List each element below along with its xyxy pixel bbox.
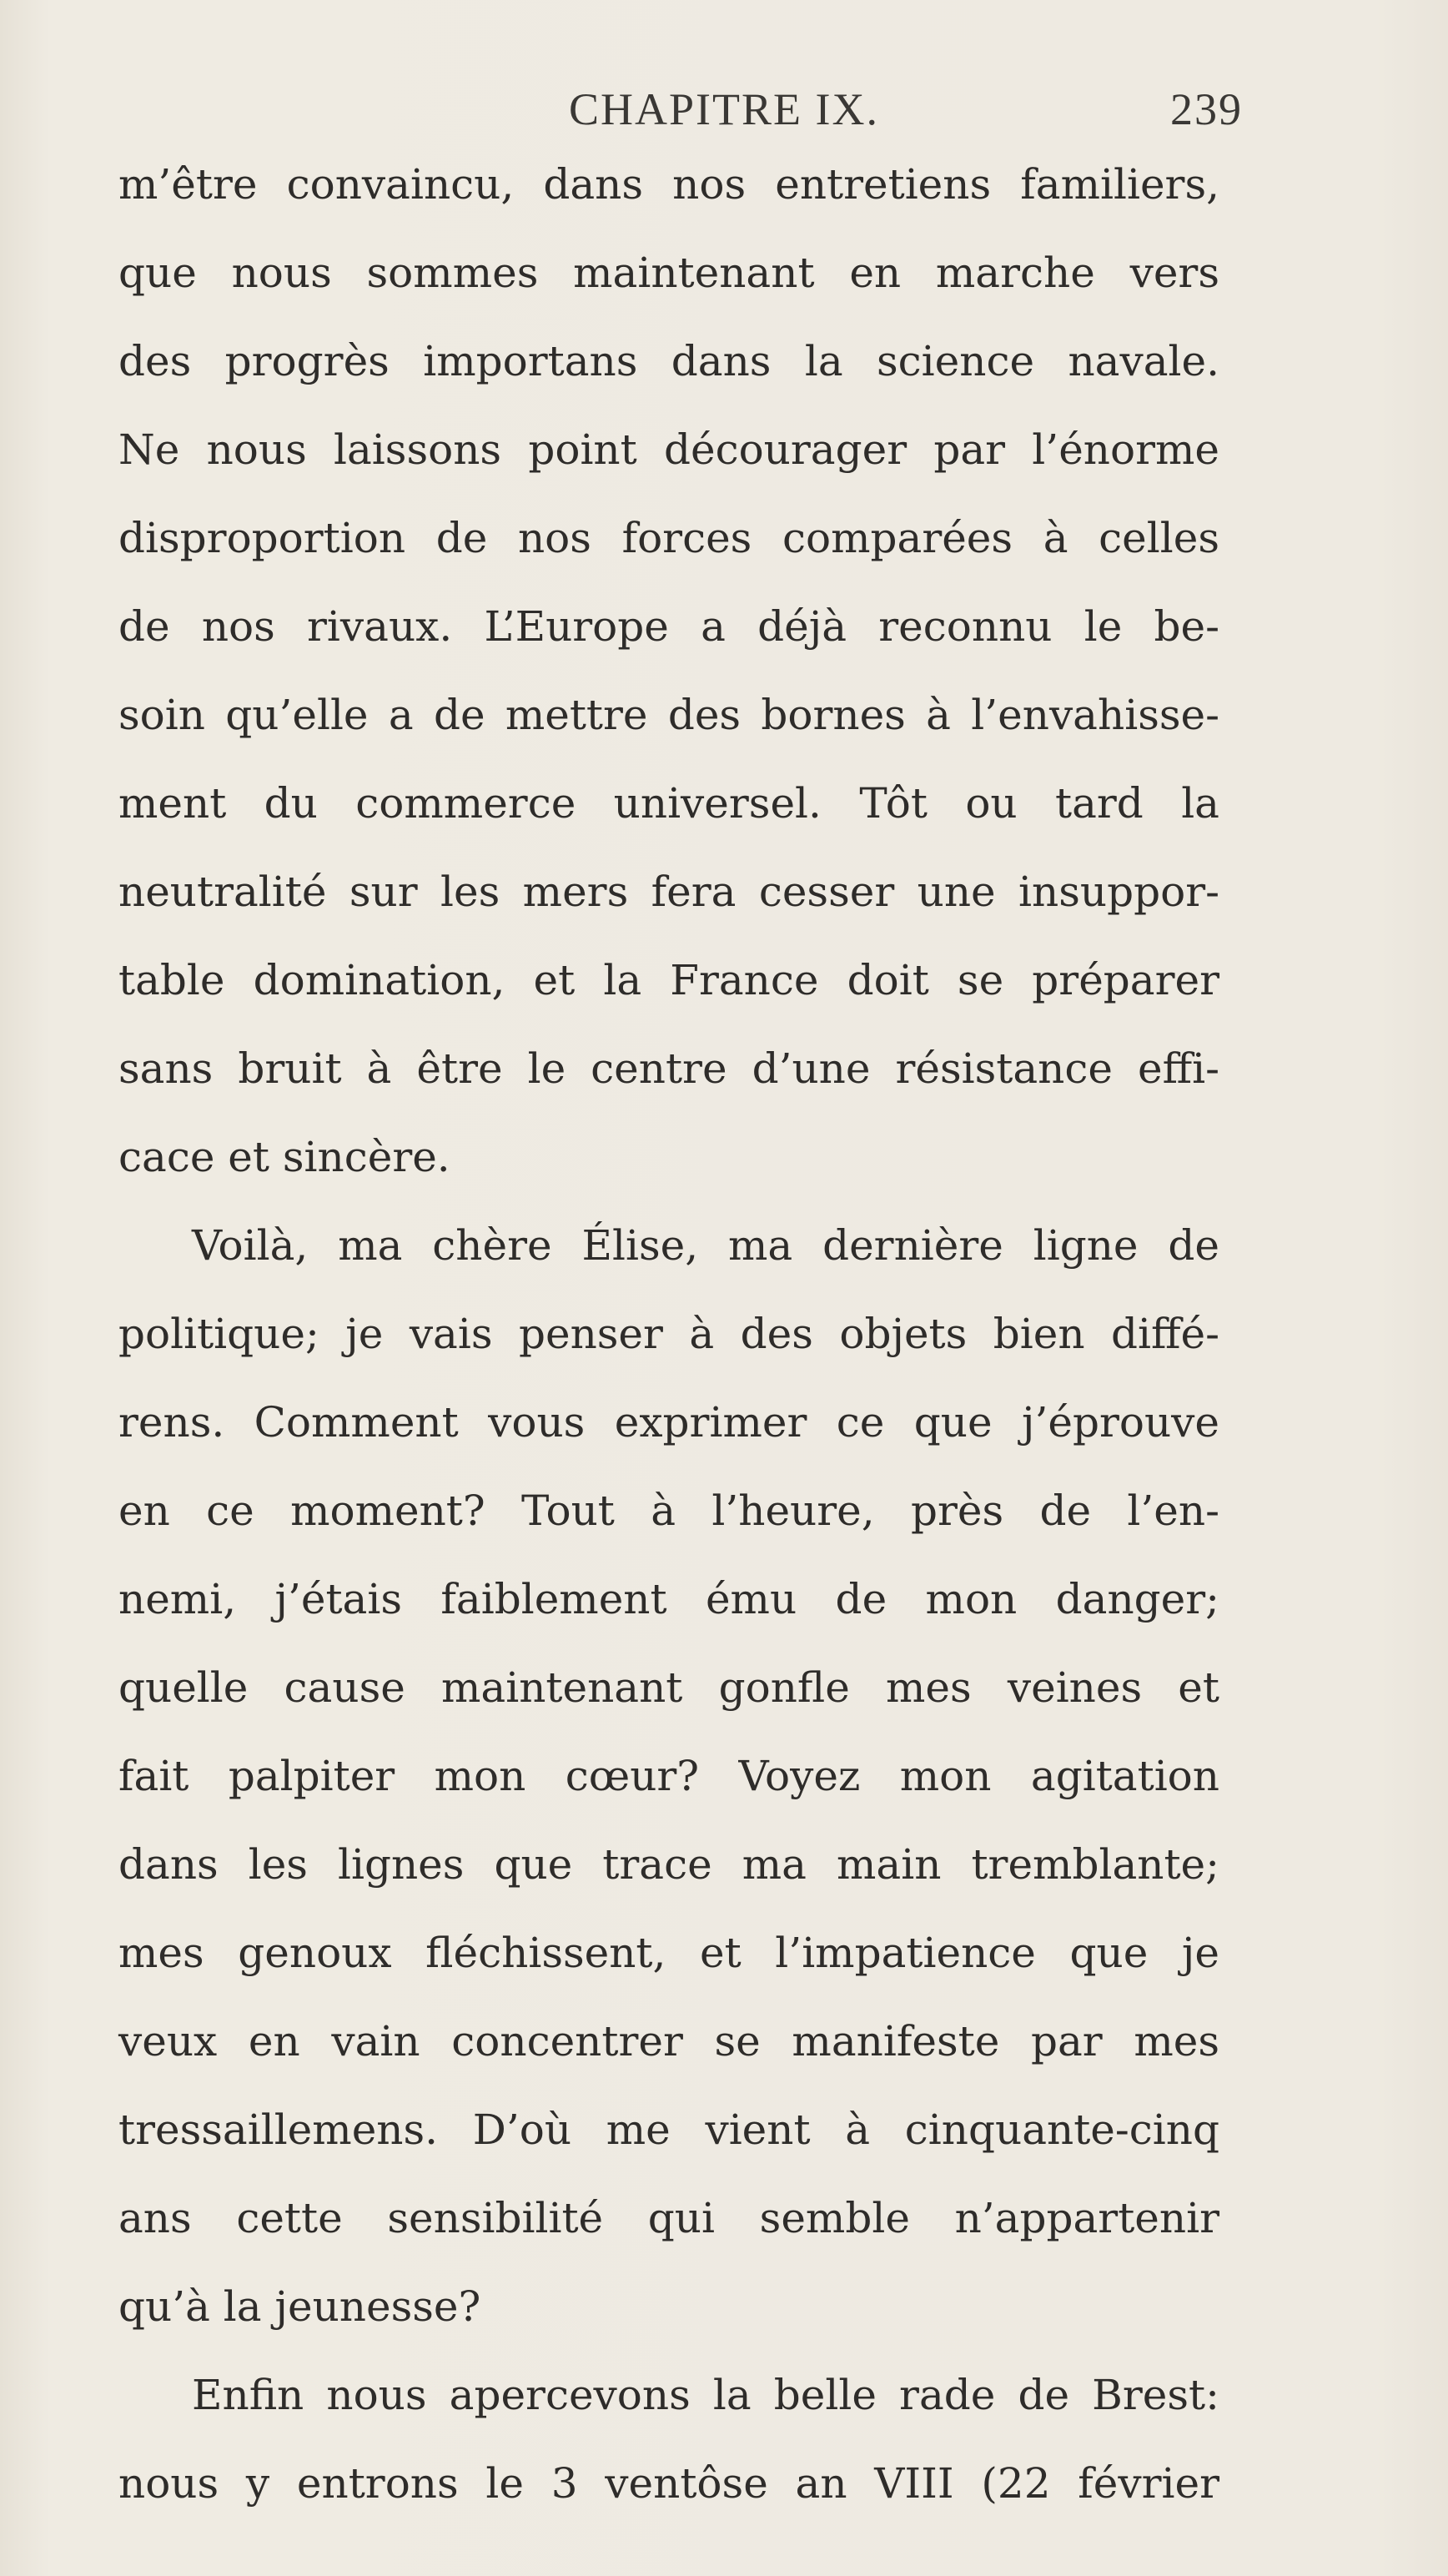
- text-line: soin qu’elle a de mettre des bornes à l’envahisse-: [118, 691, 1219, 739]
- text-line: ans cette sensibilité qui semble n’appartenir: [118, 2194, 1219, 2242]
- body-text: [118, 140, 1219, 2528]
- text-line: nous y entrons le 3 ventôse an VIII (22 février: [118, 2459, 1219, 2508]
- paragraph-end-line: qu’à la jeunesse?: [118, 2282, 481, 2331]
- text-line: disproportion de nos forces comparées à celles: [118, 514, 1219, 562]
- text-line: politique; je vais penser à des objets bien diffé-: [118, 1310, 1219, 1358]
- text-line: veux en vain concentrer se manifeste par mes: [118, 2017, 1219, 2065]
- text-line: que nous sommes maintenant en marche vers: [118, 249, 1219, 297]
- text-line: en ce moment? Tout à l’heure, près de l’en-: [118, 1487, 1219, 1535]
- text-line: des progrès importans dans la science navale.: [118, 337, 1219, 385]
- text-line: table domination, et la France doit se préparer: [118, 956, 1219, 1004]
- text-line: rens. Comment vous exprimer ce que j’éprouve: [118, 1398, 1219, 1446]
- text-line: dans les lignes que trace ma main tremblante;: [118, 1840, 1219, 1889]
- chapter-title: CHAPITRE IX.: [569, 84, 879, 134]
- text-line: sans bruit à être le centre d’une résistance effi-: [118, 1044, 1219, 1093]
- text-line: ment du commerce universel. Tôt ou tard la: [118, 779, 1219, 828]
- text-line: m’être convaincu, dans nos entretiens familiers,: [118, 160, 1219, 209]
- text-line: nemi, j’étais faiblement ému de mon danger;: [118, 1575, 1219, 1623]
- text-line: fait palpiter mon cœur? Voyez mon agitation: [118, 1752, 1219, 1800]
- text-line: Ne nous laissons point décourager par l’énorme: [118, 425, 1219, 474]
- paragraph-start-line: Enfin nous apercevons la belle rade de Brest:: [192, 2371, 1219, 2419]
- text-line: mes genoux fléchissent, et l’impatience que je: [118, 1929, 1219, 1977]
- paragraph-start-line: Voilà, ma chère Élise, ma dernière ligne de: [192, 1221, 1219, 1270]
- text-line: neutralité sur les mers fera cesser une insuppor-: [118, 868, 1219, 916]
- paragraph-end-line: cace et sincère.: [118, 1133, 450, 1181]
- text-line: quelle cause maintenant gonfle mes veines et: [118, 1663, 1219, 1712]
- text-line: de nos rivaux. L’Europe a déjà reconnu le be-: [118, 602, 1219, 651]
- running-head: [0, 83, 1448, 142]
- page-number: 239: [1170, 84, 1243, 134]
- text-line: tressaillemens. D’où me vient à cinquante-cinq: [118, 2106, 1219, 2154]
